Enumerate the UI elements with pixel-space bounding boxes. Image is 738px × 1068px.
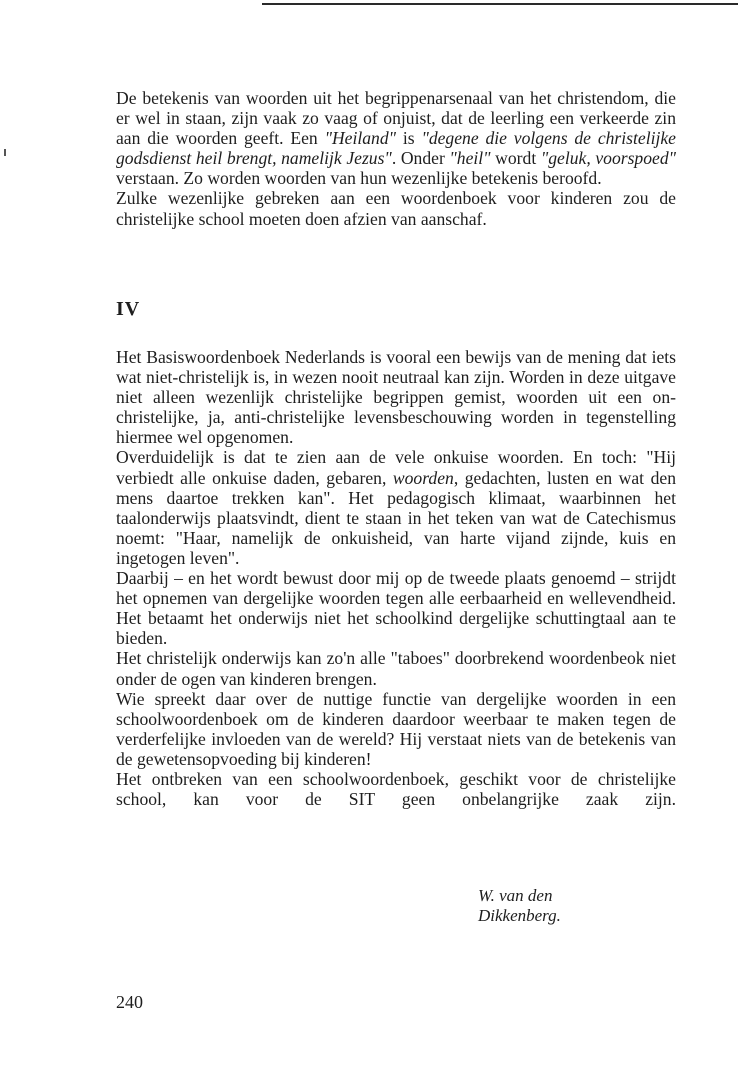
italic-word-woorden: woorden — [392, 467, 454, 488]
intro-text-span: De betekenis van woorden uit het begrippenarsenaal van het christendom, die er wel in staan, zijn vaak zo vaag of onjuist, dat de leerling een verkeerde zin aan die woorden geeft. Een — [116, 88, 676, 149]
term-heiland: "Heiland" — [324, 128, 397, 149]
term-heil: "heil" — [449, 148, 491, 169]
body-paragraph-1: Het Basiswoordenboek Nederlands is vooral een bewijs van de mening dat iets wat niet-christelijk is, in wezen nooit neutraal kan zijn. Worden in deze uitgave niet alleen wezenlijk christelijke begrippen gemist, woorden uit een on-christelijke, ja, anti-christelijke levensbeschouwing worden in tegenstelling hiermee wel opgenomen. — [116, 347, 676, 448]
body-text-span: Overduidelijk is dat te zien aan de vele onkuise woorden. En toch: "Hij verbiedt alle onkuise daden, gebaren, — [116, 447, 676, 488]
definition-heiland: "degene die volgens de christelijke godsdienst heil brengt, namelijk Jezus" — [116, 128, 676, 169]
body-text — [116, 347, 676, 809]
body-paragraph-3: Daarbij – en het wordt bewust door mij op de tweede plaats genoemd – strijdt het opnemen van dergelijke woorden tegen alle eerbaarheid en wellevendheid. Het betaamt het onderwijs niet het schoolkind dergelijke schuttingtaal aan te bieden. — [116, 568, 676, 649]
margin-mark — [4, 149, 6, 156]
intro-text-span: is — [396, 128, 422, 149]
intro-text-span: . Onder — [391, 148, 450, 169]
definition-heil: "geluk, voorspoed" — [540, 148, 677, 169]
body-paragraph-2 — [116, 447, 676, 568]
body-paragraph-5: Wie spreekt daar over de nuttige functie van dergelijke woorden in een schoolwoordenboek om de kinderen daardoor weerbaar te maken tegen de verderfelijke invloeden van de wereld? Hij verstaat niets van de betekenis van de gewetensopvoeding bij kinderen! — [116, 688, 676, 769]
intro-text-span: verstaan. Zo worden woorden van hun wezenlijke betekenis beroofd. — [116, 168, 602, 189]
intro-paragraph-2: Zulke wezenlijke gebreken aan een woordenboek voor kinderen zou de christelijke school moeten doen afzien van aanschaf. — [116, 188, 676, 229]
author-signature: W. van den Dikkenberg. — [478, 886, 561, 925]
intro-text-span: wordt — [490, 148, 541, 169]
intro-paragraph-1 — [116, 88, 676, 188]
page-number: 240 — [116, 992, 143, 1012]
body-text-span: , gedachten, lusten en wat den mens daartoe trekken kan". Het pedagogisch klimaat, waarbinnen het taalonderwijs plaatsvindt, dient te staan in het teken van wat de Catechismus noemt: "Haar, namelijk de onkuisheid, van harte vijand zijnde, kuis en ingetogen leven". — [116, 467, 676, 568]
top-rule — [262, 3, 738, 5]
body-paragraph-4: Het christelijk onderwijs kan zo'n alle "taboes" doorbrekend woordenbeok niet onder de ogen van kinderen brengen. — [116, 648, 676, 689]
intro-text — [116, 88, 676, 229]
section-heading: IV — [116, 298, 141, 320]
body-paragraph-6: Het ontbreken van een schoolwoordenboek, geschikt voor de christelijke school, kan voor de SIT geen onbelangrijke zaak zijn. — [116, 768, 676, 810]
